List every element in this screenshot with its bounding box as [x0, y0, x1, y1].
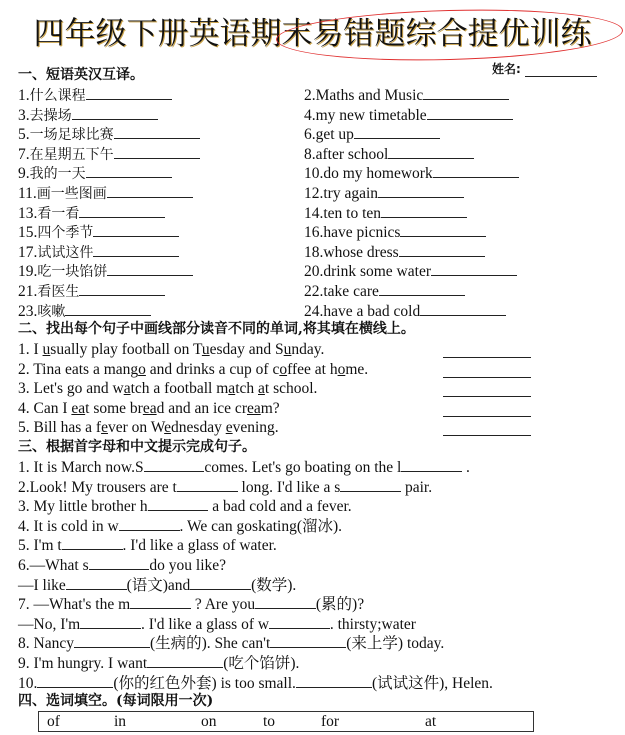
- answer-blank[interactable]: [354, 124, 440, 139]
- pronunciation-sentence: [18, 418, 279, 437]
- answer-blank[interactable]: [62, 535, 123, 550]
- phrase-item-right: [304, 144, 474, 164]
- sentence-text: 1. It is March now.S: [18, 459, 144, 476]
- answer-blank[interactable]: [433, 163, 519, 178]
- phrase-text: Maths and Music: [315, 87, 424, 104]
- page-title: 四年级下册英语期末易错题综合提优训练: [33, 16, 592, 52]
- answer-blank[interactable]: [378, 183, 464, 198]
- item-number: 8.: [304, 145, 316, 163]
- phrase-item-left: [18, 203, 165, 224]
- phrase-item-right: [304, 163, 519, 183]
- word-bank-item: at: [425, 713, 437, 730]
- word-bank-item: of: [47, 713, 60, 730]
- sentence-text: m?: [260, 399, 280, 417]
- sentence-line: [18, 496, 352, 516]
- sentence-text: me.: [345, 360, 369, 378]
- answer-blank[interactable]: [270, 633, 346, 648]
- answer-blank[interactable]: [114, 124, 200, 139]
- underlined-letters: ea: [142, 399, 157, 417]
- phrase-text: 看一看: [37, 205, 80, 222]
- answer-blank[interactable]: [381, 203, 467, 218]
- answer-blank[interactable]: [72, 105, 158, 120]
- item-number: 11.: [18, 185, 37, 202]
- sentence-text: d and an ice cr: [156, 399, 247, 417]
- phrase-text: drink some water: [323, 263, 431, 281]
- phrase-text: after school: [315, 145, 389, 163]
- phrase-text: my new timetable: [315, 106, 427, 124]
- pronunciation-sentence: [18, 340, 324, 359]
- item-number: 5.: [18, 126, 30, 144]
- item-number: 17.: [18, 243, 38, 261]
- word-bank-item: for: [321, 713, 340, 730]
- phrase-text: whose dress: [323, 243, 399, 261]
- sentence-text: (语文)and: [126, 576, 191, 594]
- answer-blank[interactable]: [66, 575, 127, 590]
- answer-blank[interactable]: [420, 301, 506, 316]
- sentence-text: esday and S: [209, 341, 284, 358]
- sentence-text: Tina eats a mang: [33, 360, 139, 378]
- item-number: 16.: [304, 224, 324, 242]
- item-number: 18.: [304, 243, 324, 261]
- item-number: 22.: [304, 283, 324, 300]
- sentence-text: pair.: [401, 478, 433, 496]
- underlined-letters: u: [283, 341, 292, 358]
- phrase-item-right: [304, 222, 486, 242]
- sentence-line: [18, 535, 277, 555]
- sentence-text: ? Are you: [190, 596, 256, 614]
- name-input-line[interactable]: [525, 64, 597, 77]
- answer-blank[interactable]: [269, 614, 330, 629]
- sentence-line: [18, 594, 364, 614]
- sentence-text: . I'd like a glass of w: [141, 615, 270, 633]
- sentence-text: (累的)?: [315, 596, 365, 614]
- phrase-text: 画一些图画: [36, 186, 107, 202]
- answer-blank[interactable]: [443, 416, 531, 417]
- phrase-item-right: [304, 183, 464, 203]
- sentence-line: [18, 457, 470, 477]
- sentence-text: dnesday: [171, 419, 226, 437]
- sentence-text: 5. I'm t: [18, 537, 62, 555]
- phrase-item-left: [18, 105, 158, 126]
- sentence-text: do you like?: [149, 557, 227, 574]
- item-number: 4.: [18, 399, 34, 417]
- item-number: 15.: [18, 224, 38, 242]
- sentence-line: [18, 477, 432, 497]
- name-label: 姓名:: [492, 62, 521, 76]
- sentence-line: [18, 575, 296, 595]
- answer-blank[interactable]: [107, 183, 193, 198]
- phrase-text: have a bad cold: [323, 302, 421, 320]
- phrase-item-right: [304, 85, 509, 105]
- section1-heading: 一、短语英汉互译。: [18, 67, 144, 83]
- item-number: 9.: [18, 165, 30, 183]
- answer-blank[interactable]: [431, 261, 517, 276]
- phrase-item-left: [18, 183, 193, 204]
- sentence-text: nday.: [291, 341, 325, 358]
- phrase-item-left: [18, 281, 165, 302]
- sentence-text: a bad cold and a fever.: [208, 498, 352, 516]
- word-bank-item: in: [114, 713, 127, 730]
- sentence-line: [18, 653, 299, 673]
- answer-blank[interactable]: [255, 594, 316, 609]
- sentence-line: [18, 516, 342, 536]
- underlined-letters: ea: [246, 399, 261, 417]
- phrase-text: have picnics: [323, 224, 401, 242]
- answer-blank[interactable]: [388, 144, 474, 159]
- phrase-text: 去操场: [29, 107, 72, 124]
- answer-blank[interactable]: [399, 242, 485, 257]
- sentence-text: 8. Nancy: [18, 635, 74, 653]
- answer-blank[interactable]: [79, 281, 165, 296]
- answer-blank[interactable]: [79, 203, 165, 218]
- phrase-item-right: [304, 203, 467, 223]
- answer-blank[interactable]: [119, 516, 180, 531]
- answer-blank[interactable]: [296, 673, 372, 688]
- answer-blank[interactable]: [443, 435, 531, 436]
- sentence-text: ver on W: [107, 419, 165, 437]
- sentence-text: t some br: [85, 399, 143, 417]
- answer-blank[interactable]: [147, 653, 223, 668]
- sentence-line: [18, 555, 226, 575]
- item-number: 5.: [18, 419, 34, 437]
- answer-blank[interactable]: [400, 222, 486, 237]
- sentence-text: vening.: [232, 419, 279, 437]
- item-number: 2.: [304, 87, 316, 104]
- sentence-text: t school.: [264, 380, 318, 398]
- phrase-text: 四个季节: [37, 225, 94, 242]
- sentence-text: and drinks a cup of c: [145, 360, 280, 378]
- phrase-item-left: [18, 301, 151, 322]
- sentence-line: [18, 633, 444, 653]
- item-number: 10.: [304, 165, 324, 183]
- pronunciation-sentence: [18, 379, 317, 398]
- item-number: 20.: [304, 263, 324, 281]
- phrase-item-left: [18, 261, 193, 282]
- underlined-letters: a: [228, 380, 236, 398]
- sentence-text: sually play football on T: [50, 341, 202, 358]
- sentence-text: (数学).: [251, 576, 297, 594]
- phrase-text: 什么课程: [29, 88, 86, 104]
- sentence-text: I: [33, 341, 43, 358]
- sentence-text: Can I: [33, 399, 72, 417]
- item-number: 4.: [304, 106, 316, 124]
- section2-heading: 二、找出每个句子中画线部分读音不同的单词,将其填在横线上。: [18, 321, 415, 337]
- sentence-text: 3. My little brother h: [18, 498, 148, 516]
- phrase-item-right: [304, 261, 517, 281]
- phrase-text: get up: [315, 126, 354, 144]
- phrase-item-right: [304, 242, 485, 262]
- sentence-text: 7. —What's the m: [18, 596, 131, 614]
- pronunciation-sentence: [18, 399, 280, 418]
- item-number: 23.: [18, 302, 38, 320]
- answer-blank[interactable]: [93, 222, 179, 237]
- phrase-item-right: [304, 105, 513, 125]
- item-number: 19.: [18, 263, 38, 281]
- item-number: 24.: [304, 302, 324, 320]
- underlined-letters: o: [337, 360, 346, 378]
- phrase-text: take care: [323, 283, 379, 300]
- answer-blank[interactable]: [423, 85, 509, 100]
- item-number: 3.: [18, 106, 30, 124]
- sentence-text: ffee at h: [287, 360, 338, 378]
- sentence-text: 10.: [18, 674, 38, 692]
- sentence-text: tch a football m: [130, 380, 229, 398]
- pronunciation-sentence: [18, 360, 368, 379]
- sentence-text: . thirsty;water: [329, 615, 416, 633]
- item-number: 6.: [304, 126, 316, 144]
- phrase-text: ten to ten: [323, 204, 382, 222]
- answer-blank[interactable]: [443, 357, 531, 358]
- sentence-line: [18, 673, 493, 693]
- phrase-item-right: [304, 281, 465, 301]
- answer-blank[interactable]: [340, 477, 401, 492]
- answer-blank[interactable]: [190, 575, 251, 590]
- sentence-text: 6.—What s: [18, 557, 89, 574]
- phrase-text: 一场足球比赛: [29, 127, 114, 144]
- answer-blank[interactable]: [114, 144, 200, 159]
- phrase-item-right: [304, 301, 506, 321]
- answer-blank[interactable]: [86, 85, 172, 100]
- sentence-line: [18, 614, 416, 634]
- sentence-text: (来上学) today.: [346, 635, 445, 653]
- sentence-text: Let's go and w: [33, 380, 124, 398]
- item-number: 1.: [18, 341, 34, 358]
- sentence-text: . We can goskating(溜冰).: [179, 517, 343, 535]
- answer-blank[interactable]: [379, 281, 465, 296]
- sentence-text: 9. I'm hungry. I want: [18, 655, 148, 672]
- item-number: 21.: [18, 283, 38, 300]
- underlined-letters: a: [123, 380, 131, 398]
- phrase-text: 试试这件: [37, 244, 94, 261]
- phrase-item-left: [18, 163, 172, 184]
- answer-blank[interactable]: [401, 457, 462, 472]
- answer-blank[interactable]: [89, 555, 150, 570]
- underlined-letters: e: [101, 419, 108, 437]
- sentence-text: . I'd like a glass of water.: [122, 537, 277, 555]
- item-number: 7.: [18, 145, 30, 163]
- sentence-text: .: [462, 459, 470, 476]
- answer-blank[interactable]: [144, 457, 205, 472]
- phrase-text: 看医生: [37, 284, 80, 300]
- phrase-item-left: [18, 222, 179, 243]
- underlined-letters: e: [164, 419, 172, 437]
- phrase-text: 我的一天: [29, 166, 86, 183]
- phrase-text: do my homework: [323, 165, 433, 183]
- answer-blank[interactable]: [427, 105, 513, 120]
- answer-blank[interactable]: [74, 633, 150, 648]
- underlined-letters: o: [138, 360, 146, 378]
- item-number: 1.: [18, 87, 30, 104]
- sentence-text: —I like: [18, 576, 66, 594]
- item-number: 13.: [18, 204, 38, 222]
- sentence-text: —No, I'm: [18, 615, 81, 633]
- phrase-text: 在星期五下午: [29, 146, 114, 163]
- sentence-text: (你的红色外套) is too small.: [113, 674, 296, 692]
- item-number: 12.: [304, 185, 324, 202]
- answer-blank[interactable]: [37, 673, 113, 688]
- answer-blank[interactable]: [130, 594, 191, 609]
- sentence-text: 4. It is cold in w: [18, 517, 119, 535]
- underlined-letters: u: [42, 341, 51, 358]
- sentence-text: comes. Let's go boating on the l: [204, 459, 402, 476]
- name-field: [492, 60, 597, 77]
- answer-blank[interactable]: [443, 377, 531, 378]
- sentence-text: tch: [235, 380, 258, 398]
- answer-blank[interactable]: [65, 301, 151, 316]
- sentence-text: long. I'd like a s: [237, 478, 341, 496]
- answer-blank[interactable]: [93, 242, 179, 257]
- item-number: 2.: [18, 360, 34, 378]
- phrase-text: try again: [323, 185, 379, 202]
- sentence-text: Bill has a f: [33, 419, 102, 437]
- section4-heading: 四、选词填空。(每词限用一次): [18, 693, 214, 709]
- answer-blank[interactable]: [80, 614, 141, 629]
- underlined-letters: o: [279, 360, 288, 378]
- sentence-text: (试试这件), Helen.: [371, 674, 493, 692]
- word-bank-item: on: [201, 713, 217, 730]
- answer-blank[interactable]: [177, 477, 238, 492]
- underlined-letters: a: [258, 380, 265, 398]
- phrase-item-right: [304, 124, 440, 144]
- sentence-text: (生病的). She can't: [149, 635, 271, 653]
- phrase-item-left: [18, 242, 179, 263]
- item-number: 3.: [18, 380, 34, 398]
- word-bank-item: to: [263, 713, 276, 730]
- item-number: 14.: [304, 204, 324, 222]
- phrase-item-left: [18, 124, 200, 145]
- phrase-item-left: [18, 85, 172, 106]
- sentence-text: (吃个馅饼).: [223, 655, 300, 672]
- underlined-letters: u: [201, 341, 210, 358]
- answer-blank[interactable]: [148, 496, 209, 511]
- phrase-text: 吃一块馅饼: [37, 264, 108, 281]
- underlined-letters: e: [225, 419, 233, 437]
- phrase-item-left: [18, 144, 200, 165]
- sentence-text: 2.Look! My trousers are t: [18, 478, 177, 496]
- phrase-text: 咳嗽: [37, 303, 66, 320]
- answer-blank[interactable]: [443, 396, 531, 397]
- section3-heading: 三、根据首字母和中文提示完成句子。: [18, 439, 256, 455]
- answer-blank[interactable]: [107, 261, 193, 276]
- underlined-letters: ea: [71, 399, 86, 417]
- answer-blank[interactable]: [86, 163, 172, 178]
- word-bank-box: [38, 711, 534, 732]
